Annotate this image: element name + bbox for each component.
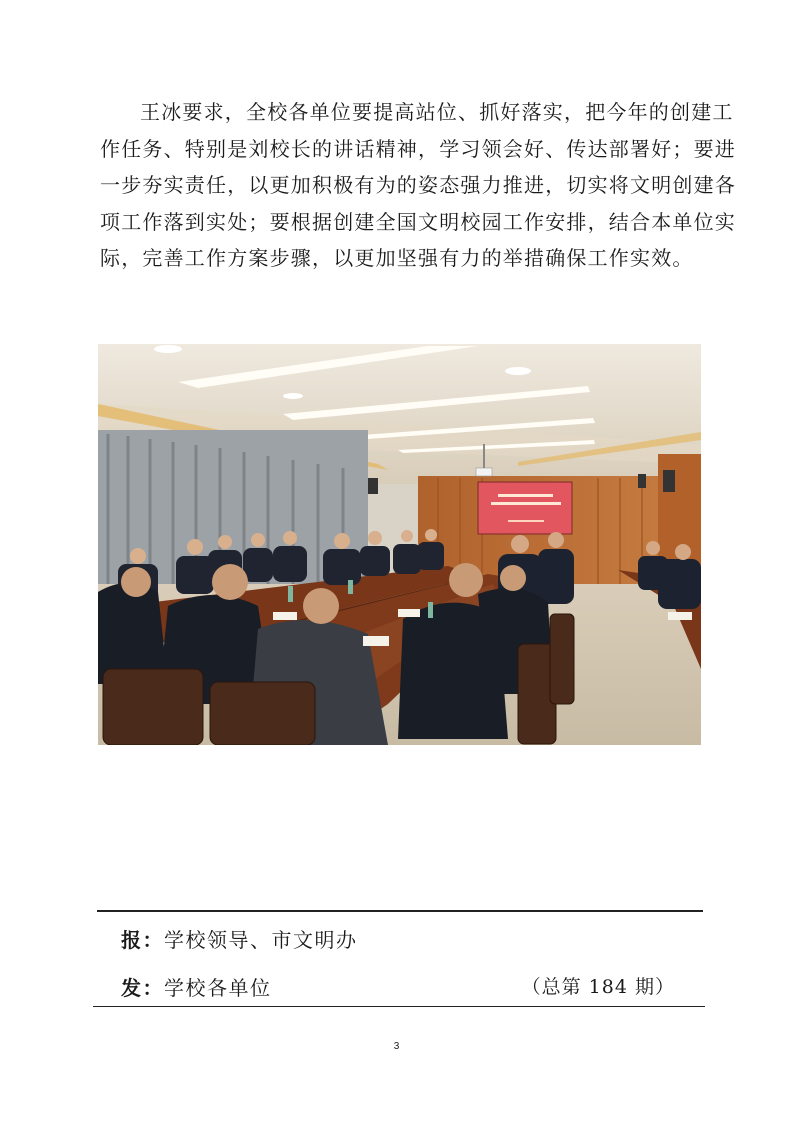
issue-number: （总第 184 期） <box>521 976 675 998</box>
send-value: 学校各单位 <box>164 976 272 1000</box>
send-key: 发： <box>121 976 164 1000</box>
meeting-photo <box>98 344 701 745</box>
report-key: 报： <box>121 928 164 952</box>
divider-top <box>97 910 703 912</box>
report-to-row <box>121 924 358 953</box>
page-number: 3 <box>393 1041 400 1052</box>
report-value: 学校领导、市文明办 <box>164 928 358 952</box>
body-paragraph <box>100 94 736 277</box>
divider-bottom <box>93 1006 705 1007</box>
paragraph-line: 际，完善工作方案步骤，以更加坚强有力的举措确保工作实效。 <box>100 246 694 270</box>
paragraph-line: 项工作落到实处；要根据创建全国文明校园工作安排，结合本单位实 <box>100 209 736 234</box>
paragraph-line: 一步夯实责任，以更加积极有为的姿态强力推进，切实将文明创建各 <box>100 173 736 197</box>
paragraph-line: 作任务、特别是刘校长的讲话精神，学习领会好、传达部署好；要进 <box>100 136 736 161</box>
paragraph-line: 王冰要求，全校各单位要提高站位、抓好落实，把今年的创建工 <box>140 100 734 124</box>
send-to-row <box>121 972 272 1001</box>
